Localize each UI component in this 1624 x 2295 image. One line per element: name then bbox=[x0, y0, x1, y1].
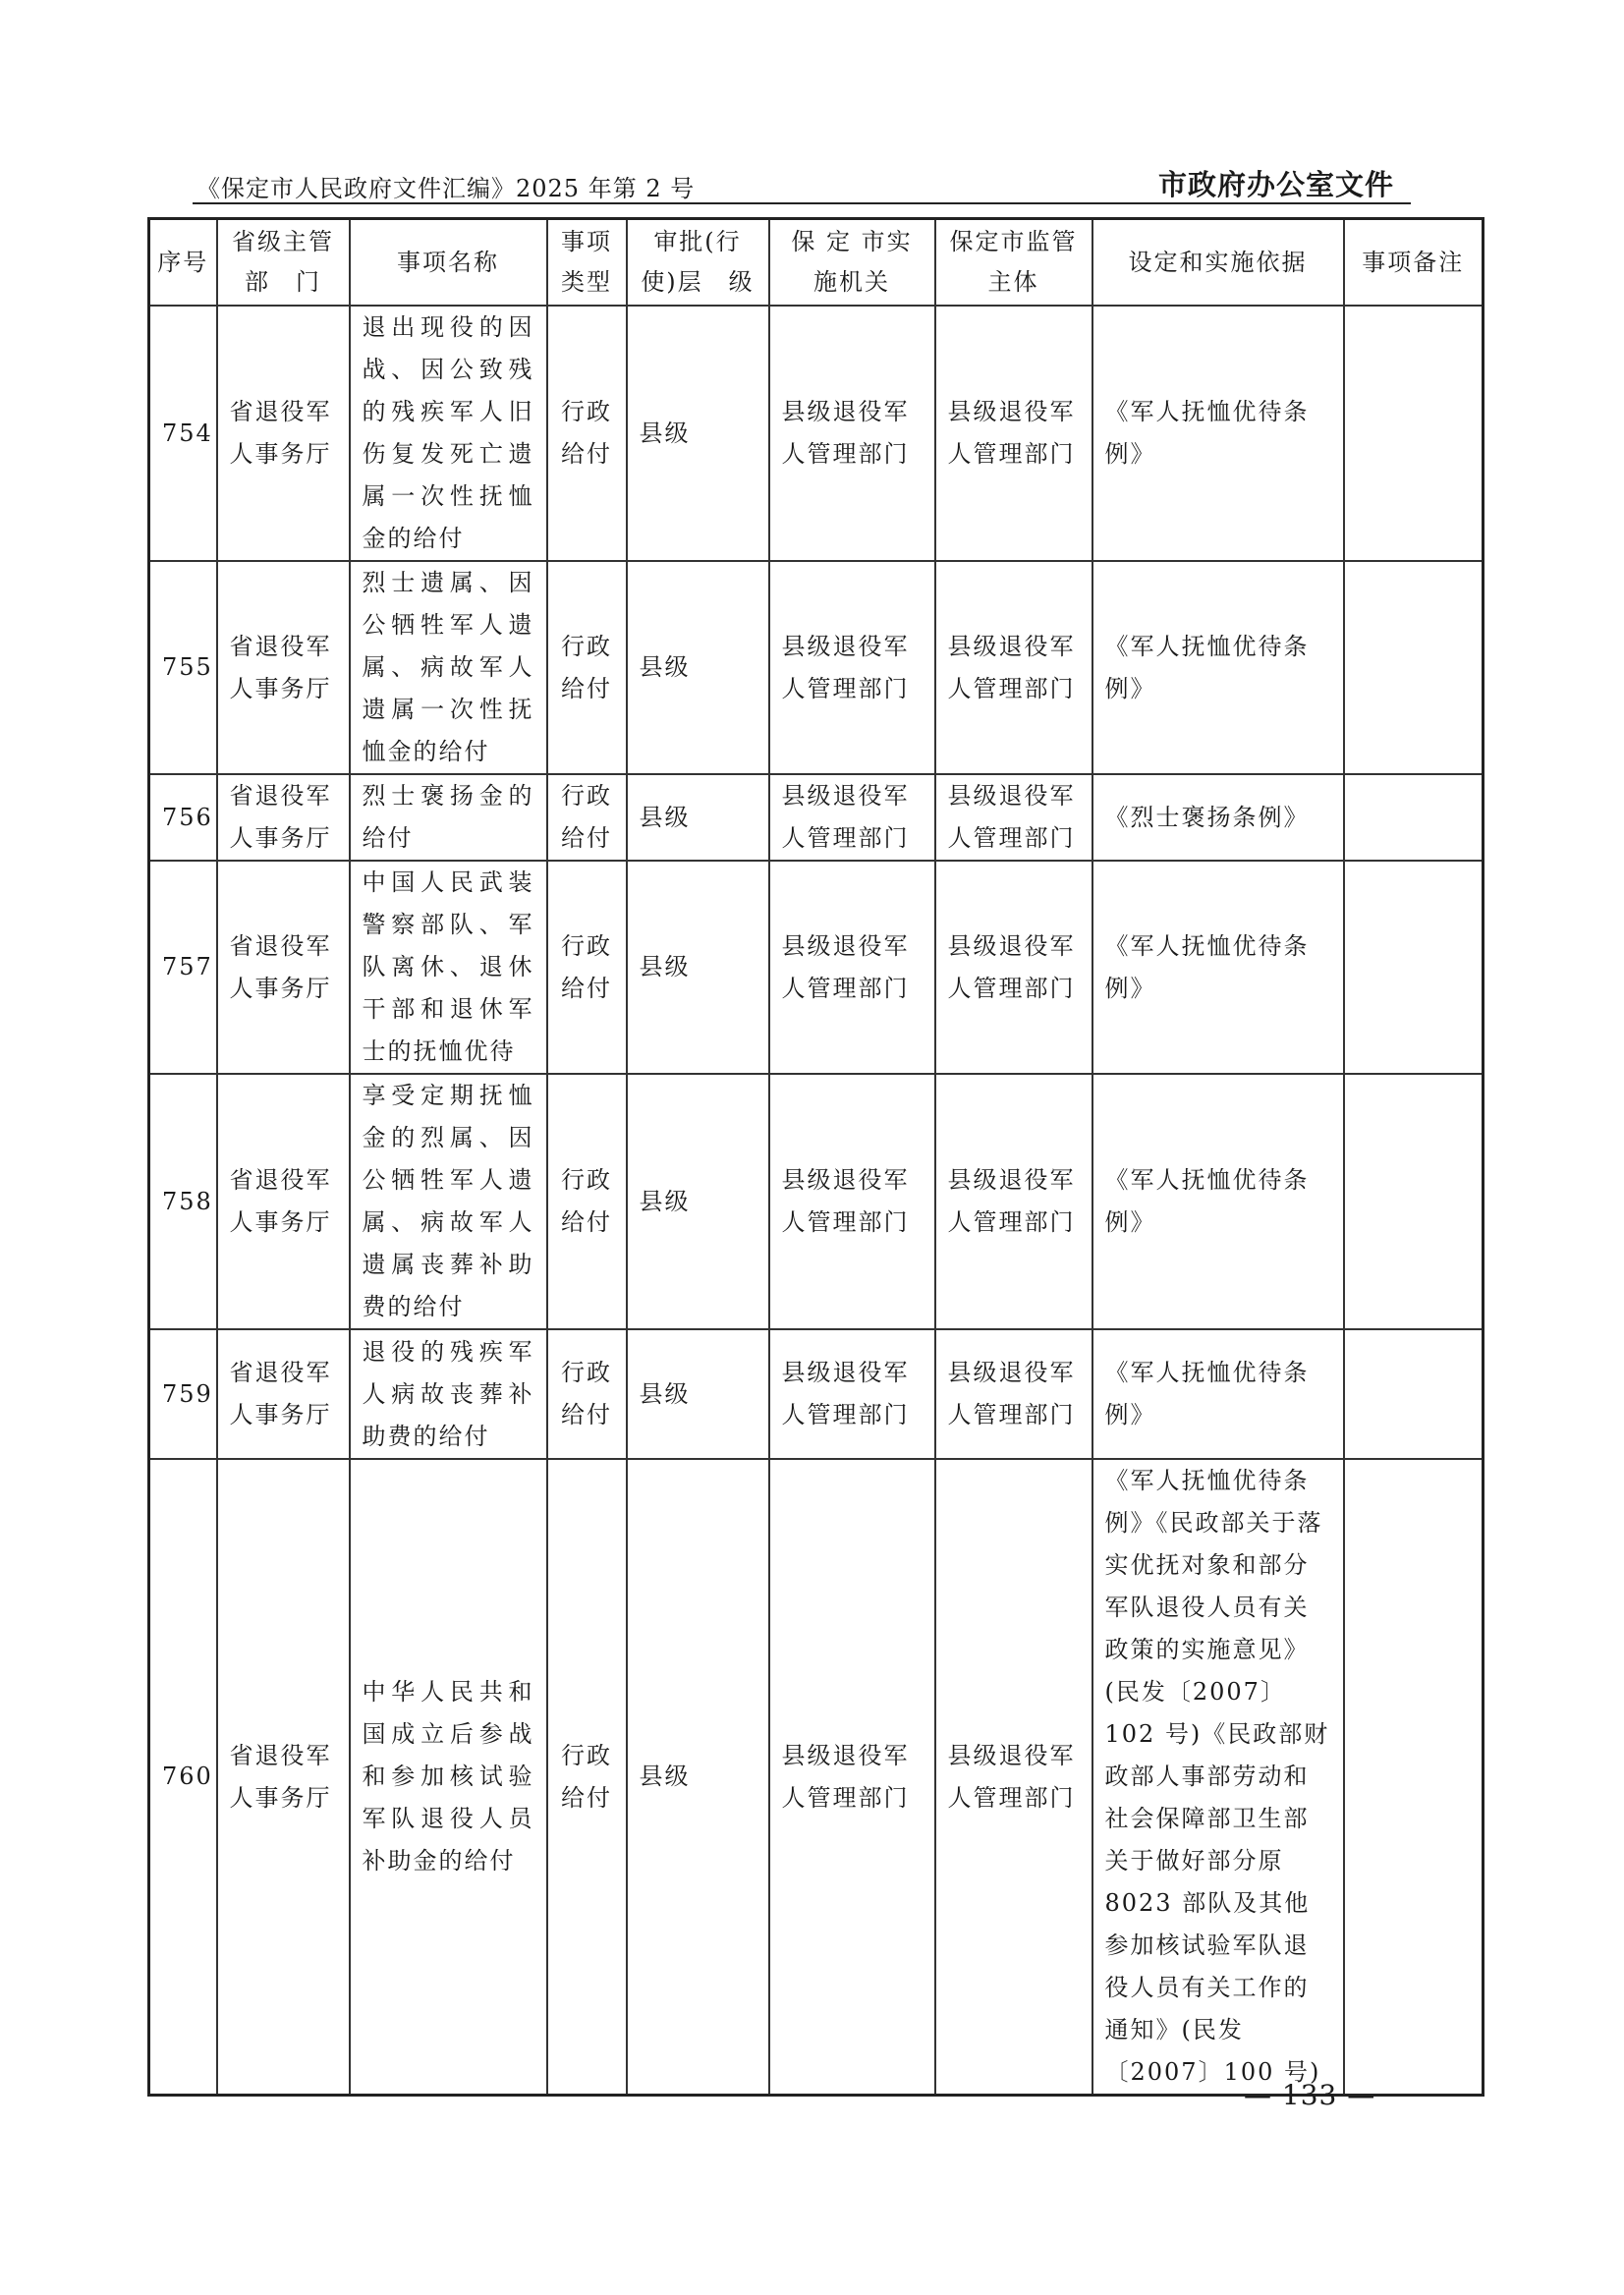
cell-seq: 756 bbox=[149, 774, 217, 861]
table-row bbox=[149, 774, 1484, 861]
cell-supervisor: 县级退役军人管理部门 bbox=[935, 1329, 1092, 1459]
col-header-name: 事项名称 bbox=[350, 219, 547, 307]
cell-agency: 县级退役军人管理部门 bbox=[769, 861, 935, 1074]
cell-type: 行政给付 bbox=[547, 1459, 627, 2096]
cell-basis: 《军人抚恤优待条例》《民政部关于落实优抚对象和部分军队退役人员有关政策的实施意见》(民发〔2007〕102 号)《民政部财政部人事部劳动和社会保障部卫生部关于做好部分原 8023 部队及其他参加核试验军队退役人员有关工作的通知》(民发〔2007〕100 号) bbox=[1092, 1459, 1344, 2096]
cell-agency: 县级退役军人管理部门 bbox=[769, 774, 935, 861]
cell-seq: 758 bbox=[149, 1074, 217, 1329]
cell-type: 行政给付 bbox=[547, 1329, 627, 1459]
cell-agency: 县级退役军人管理部门 bbox=[769, 1074, 935, 1329]
header-divider bbox=[193, 202, 1411, 204]
table-row bbox=[149, 1329, 1484, 1459]
table-row bbox=[149, 561, 1484, 774]
cell-basis: 《军人抚恤优待条例》 bbox=[1092, 561, 1344, 774]
col-header-basis: 设定和实施依据 bbox=[1092, 219, 1344, 307]
cell-basis: 《烈士褒扬条例》 bbox=[1092, 774, 1344, 861]
cell-note bbox=[1344, 306, 1484, 561]
publication-title: 《保定市人民政府文件汇编》2025 年第 2 号 bbox=[196, 175, 696, 202]
cell-basis: 《军人抚恤优待条例》 bbox=[1092, 861, 1344, 1074]
cell-seq: 759 bbox=[149, 1329, 217, 1459]
cell-name: 烈士褒扬金的给付 bbox=[350, 774, 547, 861]
cell-name: 烈士遗属、因公牺牲军人遗属、病故军人遗属一次性抚恤金的给付 bbox=[350, 561, 547, 774]
cell-dept: 省退役军人事务厅 bbox=[217, 861, 350, 1074]
cell-note bbox=[1344, 561, 1484, 774]
page-number: — 133 — bbox=[1244, 2079, 1376, 2111]
cell-agency: 县级退役军人管理部门 bbox=[769, 1459, 935, 2096]
cell-name: 中国人民武装警察部队、军队离休、退休干部和退休军士的抚恤优待 bbox=[350, 861, 547, 1074]
cell-note bbox=[1344, 1329, 1484, 1459]
cell-level: 县级 bbox=[627, 1459, 769, 2096]
col-header-agency: 保 定 市实施机关 bbox=[769, 219, 935, 307]
table-row bbox=[149, 1459, 1484, 2096]
cell-name: 退役的残疾军人病故丧葬补助费的给付 bbox=[350, 1329, 547, 1459]
table-row bbox=[149, 1074, 1484, 1329]
cell-supervisor: 县级退役军人管理部门 bbox=[935, 306, 1092, 561]
cell-dept: 省退役军人事务厅 bbox=[217, 1459, 350, 2096]
cell-type: 行政给付 bbox=[547, 1074, 627, 1329]
cell-type: 行政给付 bbox=[547, 861, 627, 1074]
cell-seq: 757 bbox=[149, 861, 217, 1074]
cell-type: 行政给付 bbox=[547, 561, 627, 774]
cell-type: 行政给付 bbox=[547, 306, 627, 561]
col-header-seq: 序号 bbox=[149, 219, 217, 307]
cell-level: 县级 bbox=[627, 774, 769, 861]
col-header-dept: 省级主管部 门 bbox=[217, 219, 350, 307]
cell-seq: 760 bbox=[149, 1459, 217, 2096]
cell-dept: 省退役军人事务厅 bbox=[217, 561, 350, 774]
items-table bbox=[147, 217, 1484, 2097]
cell-seq: 754 bbox=[149, 306, 217, 561]
cell-name: 中华人民共和国成立后参战和参加核试验军队退役人员补助金的给付 bbox=[350, 1459, 547, 2096]
cell-level: 县级 bbox=[627, 306, 769, 561]
cell-basis: 《军人抚恤优待条例》 bbox=[1092, 1329, 1344, 1459]
cell-agency: 县级退役军人管理部门 bbox=[769, 1329, 935, 1459]
cell-supervisor: 县级退役军人管理部门 bbox=[935, 774, 1092, 861]
cell-dept: 省退役军人事务厅 bbox=[217, 1329, 350, 1459]
cell-supervisor: 县级退役军人管理部门 bbox=[935, 1459, 1092, 2096]
cell-name: 退出现役的因战、因公致残的残疾军人旧伤复发死亡遗属一次性抚恤金的给付 bbox=[350, 306, 547, 561]
cell-supervisor: 县级退役军人管理部门 bbox=[935, 861, 1092, 1074]
cell-level: 县级 bbox=[627, 561, 769, 774]
table-header-row bbox=[149, 219, 1484, 307]
cell-note bbox=[1344, 1074, 1484, 1329]
cell-agency: 县级退役军人管理部门 bbox=[769, 561, 935, 774]
cell-name: 享受定期抚恤金的烈属、因公牺牲军人遗属、病故军人遗属丧葬补助费的给付 bbox=[350, 1074, 547, 1329]
cell-basis: 《军人抚恤优待条例》 bbox=[1092, 306, 1344, 561]
col-header-supervisor: 保定市监管主体 bbox=[935, 219, 1092, 307]
col-header-note: 事项备注 bbox=[1344, 219, 1484, 307]
cell-note bbox=[1344, 1459, 1484, 2096]
cell-level: 县级 bbox=[627, 1074, 769, 1329]
table-row bbox=[149, 861, 1484, 1074]
table-row bbox=[149, 306, 1484, 561]
cell-supervisor: 县级退役军人管理部门 bbox=[935, 1074, 1092, 1329]
cell-level: 县级 bbox=[627, 1329, 769, 1459]
section-title: 市政府办公室文件 bbox=[1157, 168, 1394, 201]
cell-dept: 省退役军人事务厅 bbox=[217, 1074, 350, 1329]
cell-type: 行政给付 bbox=[547, 774, 627, 861]
cell-dept: 省退役军人事务厅 bbox=[217, 306, 350, 561]
cell-level: 县级 bbox=[627, 861, 769, 1074]
cell-note bbox=[1344, 861, 1484, 1074]
cell-basis: 《军人抚恤优待条例》 bbox=[1092, 1074, 1344, 1329]
cell-supervisor: 县级退役军人管理部门 bbox=[935, 561, 1092, 774]
cell-dept: 省退役军人事务厅 bbox=[217, 774, 350, 861]
col-header-type: 事项类型 bbox=[547, 219, 627, 307]
cell-seq: 755 bbox=[149, 561, 217, 774]
cell-note bbox=[1344, 774, 1484, 861]
cell-agency: 县级退役军人管理部门 bbox=[769, 306, 935, 561]
col-header-level: 审批(行使)层 级 bbox=[627, 219, 769, 307]
